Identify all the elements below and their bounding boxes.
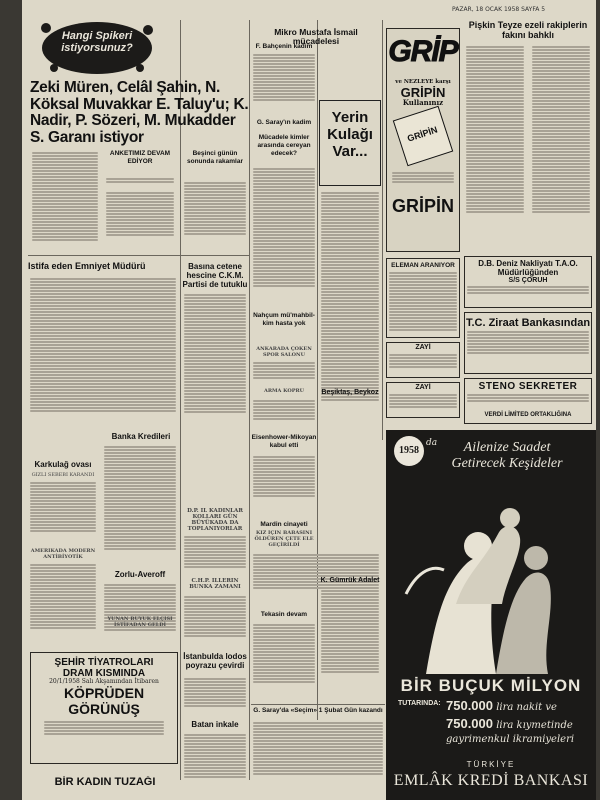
batan-heading: Batan inkale — [191, 720, 239, 729]
gsaray-secim-heading: G. Saray'da «Seçim» 1 Şubat Gün kazandı — [253, 707, 383, 714]
mardin-subheading: KIZ İÇİN BABASINI ÖLDÜREN ÇETE ELE GEÇİRİLDİ — [254, 530, 314, 548]
spiker-body-3 — [104, 190, 176, 250]
column-rule — [382, 20, 383, 440]
tiyatro-date: 20/1/1958 Salı Akşamından İtibaren — [49, 678, 159, 685]
amerika-body — [28, 562, 98, 642]
tiyatro-play-1: KÖPRÜDEN — [63, 685, 145, 701]
zayi-ad-2: ZAYİ — [386, 382, 460, 418]
yerin-kulagi-ad — [319, 100, 381, 186]
tiyatro-play-2: GÖRÜNÜŞ — [68, 701, 140, 717]
ankara-heading: ANKARADA ÇOKEN SPOR SALONU — [256, 346, 312, 358]
basina-body — [182, 292, 248, 432]
kadin-tuzagi: BİR KADIN TUZAĞI — [54, 776, 156, 788]
tiyatro-ad — [30, 652, 178, 764]
grip-box: GRİPİN — [393, 106, 453, 166]
column-rule — [317, 20, 318, 720]
emlak-tutar: TUTARINDA: — [398, 700, 441, 707]
mucadele-heading: Mücadele kimler arasında cereyan edecek? — [257, 134, 311, 157]
ankara-body — [251, 360, 317, 384]
emlak-cash-row: 750.000 lira nakit ve — [446, 698, 557, 713]
banka-heading: Banka Kredileri — [111, 432, 171, 441]
arma-heading: ARMA KÖPRÜ — [263, 388, 305, 394]
spiker-body — [30, 150, 100, 250]
deniz-ad: D.B. Deniz Nakliyatı T.A.O. Müdürlüğünden S/S ÇORUH — [464, 256, 592, 308]
arma-body — [251, 398, 317, 428]
eisenhower-heading: Eisenhower-Mikoyan kabul etti — [251, 434, 317, 449]
gumruk-heading: K. Gümrük Adalet — [320, 577, 380, 584]
ziraat-ad: T.C. Ziraat Bankasından — [464, 312, 592, 374]
istanbul-body — [182, 676, 248, 716]
istifa-heading: İstifa eden Emniyet Müdürü — [28, 262, 146, 271]
eisenhower-body — [251, 454, 317, 514]
istanbul-heading: İstanbulda lodos poyrazu çevirdi — [183, 652, 247, 670]
grip-copy — [390, 170, 456, 194]
spiker-headline: Zeki Müren, Celâl Şahin, N. Köksal Muvakkar E. Taluy'u; K. Nadir, P. Sözeri, M. Mukadder S. Garanı istiyor — [30, 80, 249, 146]
grip-logo: GRİP — [388, 35, 458, 68]
zorlu-body — [102, 582, 178, 642]
nahcum-heading: Nahçum mü'mahbil-kim hasta yok — [253, 312, 315, 327]
spiker-badge — [38, 16, 156, 76]
tiyatro-title: ŞEHİR TİYATROLARI — [54, 657, 154, 668]
yerin-kulagi-text: Yerin Kulağı Var... — [327, 109, 373, 160]
gripin-ad — [386, 28, 460, 252]
mucadele-body — [251, 166, 317, 306]
ebelerin-heading: F. Bahçenin kadim — [255, 43, 313, 50]
emlak-amount: BİR BUÇUK MİLYON — [400, 676, 582, 695]
piskin-heading: Pişkin Teyze ezeli rakiplerin fakını bahklı — [468, 20, 588, 40]
emlak-ad — [386, 430, 596, 800]
grip-line1: ve NEZLEYE karşı — [395, 79, 451, 85]
rule — [28, 255, 250, 256]
emlak-slogan: Ailenize Saadet Getirecek Keşideler — [451, 440, 563, 471]
rule — [251, 704, 385, 705]
basina-heading: Basına cetene hescine C.K.M. Partisi de tutuklu — [182, 262, 248, 289]
batan-body — [182, 732, 248, 794]
tiyatro-subtitle: DRAM KISMINDA — [62, 668, 146, 679]
spiker-subhead-1: ANKETİMİZ DEVAM EDİYOR — [109, 150, 171, 165]
amerika-heading: AMERİKADA MODERN ANTİBİYOTİK — [30, 548, 96, 560]
chp-body — [182, 594, 248, 648]
emlak-year-circle: 1958 — [394, 436, 424, 466]
tekasin-heading: Tekasin devam — [260, 611, 308, 618]
emlak-re-row: 750.000 lira kıymetinde — [446, 716, 573, 731]
emlak-bank: EMLÂK KREDİ BANKASI — [393, 772, 589, 789]
spiker-subhead-2: Beşinci günün sonunda rakamlar — [187, 150, 243, 165]
yunan-heading: YUNAN BÜYÜK ELÇİSİ İSTİFADAN GELDİ — [107, 616, 173, 628]
piskin-body-1 — [464, 44, 526, 250]
gsaray-secim-body — [251, 720, 385, 792]
emlak-family-illustration — [386, 494, 596, 684]
steno-ad: STENO SEKRETER VERDİ LİMİTED ORTAKLIĞINA — [464, 378, 592, 424]
gsaray-heading: G. Saray'ın kadim — [256, 119, 312, 126]
ebelerin-body — [251, 52, 317, 112]
eleman-ad: ELEMAN ARANIYOR — [386, 258, 460, 338]
grip-brand: GRİPİN — [400, 85, 446, 100]
mardin-heading: Mardin cinayeti — [260, 521, 308, 528]
dp-body — [182, 534, 248, 574]
banka-body — [102, 444, 178, 564]
gumruk-body — [319, 588, 381, 698]
istifa-body — [28, 276, 178, 426]
grip-bottom: GRİPİN — [391, 196, 454, 216]
chp-heading: C.H.P. İLLERİN BUNKA ZAMANI — [189, 578, 241, 590]
emlak-re-row-2: gayrimenkul ikramiyeleri — [446, 734, 575, 745]
besiktas-heading: Beşiktaş, Beykoz — [321, 389, 379, 396]
zorlu-heading: Zorlu-Averoff — [114, 570, 166, 579]
zayi-ad-1: ZAYİ — [386, 342, 460, 378]
piskin-body-2 — [530, 44, 592, 250]
emlak-year-suffix: da — [426, 438, 438, 448]
newspaper-page — [22, 0, 596, 800]
spiker-body-2 — [104, 176, 176, 186]
spiker-table — [182, 180, 248, 250]
tekasin-body — [251, 622, 317, 702]
mikro-heading: Mikro Mustafa İsmail mücadelesi — [274, 28, 358, 46]
gizli-heading: GİZLİ SEBEBİ KARANDİ — [31, 472, 95, 478]
page-header: PAZAR, 18 OCAK 1958 SAYFA 5 — [452, 6, 546, 13]
yerin-body — [319, 190, 381, 440]
dp-heading: D.P. İL KADINLAR KOLLARI GÜN BÜYÜKADA DA TOPLANIYORLAR — [187, 508, 243, 532]
karkulag-body — [28, 480, 98, 540]
emlak-country: TÜRKİYE — [466, 760, 516, 769]
karkulag-heading: Karkulağ ovası — [34, 460, 92, 469]
grip-line2: Kullanınız — [402, 98, 444, 107]
spiker-badge-text: Hangi Spikeri istiyorsunuz? — [61, 30, 133, 54]
tiyatro-credits — [42, 719, 166, 745]
